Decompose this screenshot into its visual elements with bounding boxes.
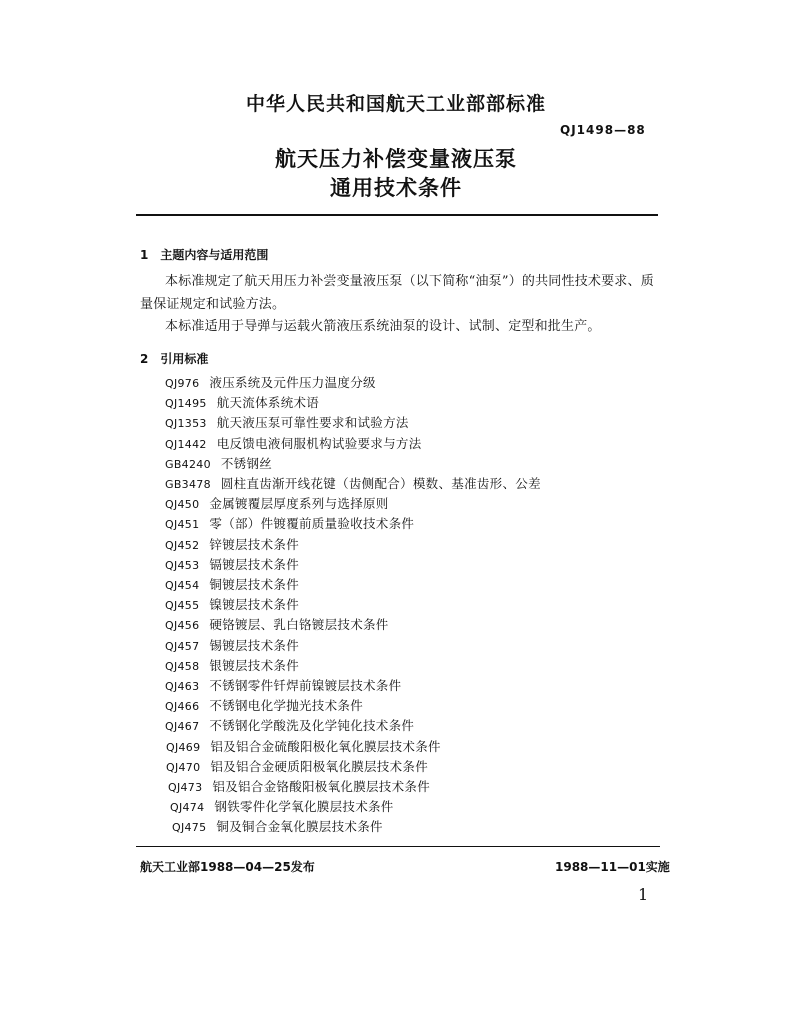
reference-code: GB3478 — [165, 478, 211, 491]
reference-title: 锌镀层技术条件 — [209, 536, 300, 552]
reference-code: GB4240 — [165, 457, 211, 471]
reference-title: 不锈钢丝 — [220, 455, 273, 471]
reference-title: 镉镀层技术条件 — [209, 556, 300, 572]
reference-item — [165, 454, 272, 474]
reference-item — [165, 474, 541, 494]
reference-code: QJ1495 — [165, 397, 207, 411]
reference-title: 银镀层技术条件 — [209, 657, 300, 673]
reference-title: 铝及铝合金硫酸阳极化氧化膜层技术条件 — [210, 738, 441, 754]
reference-code: QJ452 — [165, 538, 200, 552]
reference-title: 不锈钢化学酸洗及化学钝化技术条件 — [209, 718, 415, 734]
effective-date: 1988—11—01实施 — [555, 860, 670, 874]
reference-item — [168, 777, 430, 797]
reference-title: 航天流体系统术语 — [216, 395, 320, 411]
reference-code: QJ1353 — [165, 417, 207, 431]
reference-item — [170, 797, 394, 817]
reference-code: QJ470 — [166, 760, 201, 774]
reference-item — [166, 737, 441, 757]
reference-item — [165, 636, 299, 656]
reference-code: QJ976 — [165, 377, 200, 390]
reference-code: QJ455 — [165, 599, 200, 613]
reference-item — [166, 757, 428, 777]
reference-title: 硬铬镀层、乳白铬镀层技术条件 — [209, 617, 389, 633]
footer-rule — [136, 846, 660, 847]
reference-title: 零（部）件镀覆前质量验收技术条件 — [209, 516, 415, 532]
document-title-line1: 航天压力补偿变量液压泵 — [275, 147, 517, 171]
reference-title: 不锈钢零件钎焊前镍镀层技术条件 — [209, 678, 402, 693]
reference-item — [165, 656, 299, 676]
reference-item — [165, 393, 319, 413]
section-1-paragraph-1-line-2: 量保证规定和试验方法。 — [140, 297, 286, 312]
reference-title: 铝及铝合金硬质阳极氧化膜层技术条件 — [210, 758, 429, 774]
issuing-organization: 中华人民共和国航天工业部部标准 — [245, 93, 546, 115]
reference-item — [165, 696, 363, 716]
reference-item — [172, 817, 383, 837]
reference-code: QJ1442 — [165, 437, 207, 451]
reference-code: QJ463 — [165, 680, 200, 693]
reference-code: QJ456 — [165, 619, 200, 633]
reference-item — [165, 373, 376, 393]
reference-code: QJ451 — [165, 518, 200, 532]
reference-code: QJ473 — [168, 781, 203, 794]
reference-title: 铜镀层技术条件 — [209, 577, 300, 592]
reference-title: 钢铁零件化学氧化膜层技术条件 — [214, 799, 394, 815]
reference-item — [165, 413, 409, 433]
reference-item — [165, 555, 299, 575]
reference-code: QJ458 — [165, 659, 200, 673]
reference-title: 航天液压泵可靠性要求和试验方法 — [216, 415, 409, 431]
reference-code: QJ466 — [165, 700, 200, 714]
section-1-paragraph-2: 本标准适用于导弹与运载火箭液压系统油泵的设计、试制、定型和批生产。 — [165, 319, 601, 334]
reference-code: QJ475 — [172, 821, 207, 835]
reference-item — [165, 716, 414, 736]
reference-title: 铝及铝合金铬酸阳极氧化膜层技术条件 — [212, 779, 431, 794]
reference-code: QJ453 — [165, 558, 200, 572]
reference-title: 锡镀层技术条件 — [209, 637, 300, 653]
reference-item — [165, 434, 422, 454]
reference-item — [165, 595, 299, 615]
reference-title: 电反馈电液伺服机构试验要求与方法 — [216, 435, 422, 451]
header-rule — [136, 214, 658, 216]
document-title-line2: 通用技术条件 — [330, 176, 462, 200]
reference-code: QJ450 — [165, 498, 200, 512]
reference-code: QJ469 — [166, 740, 201, 754]
reference-code: QJ474 — [170, 801, 205, 815]
reference-item — [165, 615, 389, 635]
reference-code: QJ467 — [165, 720, 200, 734]
reference-code: QJ454 — [165, 579, 200, 592]
reference-title: 金属镀覆层厚度系列与选择原则 — [209, 496, 389, 512]
reference-item — [165, 575, 299, 595]
reference-title: 镍镀层技术条件 — [209, 597, 300, 613]
page-number: 1 — [638, 885, 649, 904]
reference-item — [165, 535, 299, 555]
reference-item — [165, 494, 389, 514]
section-1-heading: 1 主题内容与适用范围 — [140, 248, 269, 262]
reference-code: QJ457 — [165, 639, 200, 653]
reference-title: 铜及铜合金氧化膜层技术条件 — [216, 819, 383, 835]
reference-item — [165, 514, 414, 534]
reference-title: 液压系统及元件压力温度分级 — [209, 375, 376, 390]
section-1-paragraph-1-line-1: 本标准规定了航天用压力补尝变量液压泵（以下简称“油泵”）的共同性技术要求、质 — [165, 274, 654, 289]
standard-code: QJ1498—88 — [560, 123, 646, 137]
reference-title: 圆柱直齿渐开线花键（齿侧配合）模数、基准齿形、公差 — [220, 476, 541, 491]
reference-title: 不锈钢电化学抛光技术条件 — [209, 698, 364, 714]
issue-date: 航天工业部1988—04—25发布 — [140, 860, 315, 874]
reference-item — [165, 676, 401, 696]
section-2-heading: 2 引用标准 — [140, 352, 209, 366]
